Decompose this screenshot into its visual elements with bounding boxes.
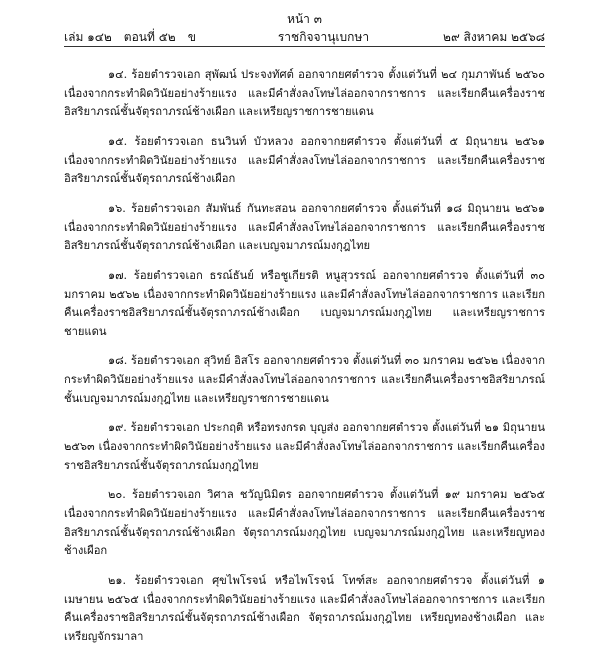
entry-item: ๒๑. ร้อยตำรวจเอก ศุขไพโรจน์ หรือไพโรจน์ โทฑ์สะ ออกจากยศตำรวจ ตั้งแต่วันที่ ๑ เมษายน ๒๕๖๕ เนื่องจากกระทำผิดวินัยอย่างร้ายแรง และมีคำสั่งลงโทษไล่ออกจากราชการ และเรียกคืนเครื่องราชอิสริยาภรณ์ชั้นจัตุรถาภรณ์ช้างเผือก จัตุรถาภรณ์มงกุฎไทย เหรียญทองช้างเผือก และเหรียญจักรมาลา: [64, 573, 545, 643]
header-left: [64, 28, 196, 47]
header-meta: [64, 28, 545, 47]
entry-item: ๑๕. ร้อยตำรวจเอก ธนวินท์ บัวหลวง ออกจากยศตำรวจ ตั้งแต่วันที่ ๕ มิถุนายน ๒๕๖๑ เนื่องจากกระทำผิดวินัยอย่างร้ายแรง และมีคำสั่งลงโทษไล่ออกจากราชการ และเรียกคืนเครื่องราชอิสริยาภรณ์ชั้นจัตุรถาภรณ์ช้างเผือก: [64, 134, 545, 186]
page-number: หน้า ๓: [287, 12, 322, 26]
section-label: ตอนที่ ๕๒: [123, 30, 176, 44]
volume-label: เล่ม ๑๔๒: [64, 30, 112, 44]
entry-item: ๒๐. ร้อยตำรวจเอก วิศาล ชวัญนิมิตร ออกจากยศตำรวจ ตั้งแต่วันที่ ๑๙ มกราคม ๒๕๖๕ เนื่องจากกระทำผิดวินัยอย่างร้ายแรง และมีคำสั่งลงโทษไล่ออกจากราชการ และเรียกคืนเครื่องราชอิสริยาภรณ์ชั้นจัตุรถาภรณ์ช้างเผือก จัตุรถาภรณ์มงกุฎไทย เบญจมาภรณ์มงกุฎไทย และเหรียญทองช้างเผือก: [64, 488, 545, 558]
entry-item: ๑๖. ร้อยตำรวจเอก สัมพันธ์ กันทะสอน ออกจากยศตำรวจ ตั้งแต่วันที่ ๑๘ มิถุนายน ๒๕๖๑ เนื่องจากกระทำผิดวินัยอย่างร้ายแรง และมีคำสั่งลงโทษไล่ออกจากราชการ และเรียกคืนเครื่องราชอิสริยาภรณ์ชั้นจัตุรถาภรณ์ช้างเผือก และเบญจมาภรณ์มงกุฎไทย: [64, 201, 545, 253]
entry-item: ๑๗. ร้อยตำรวจเอก ธรณ์ธันย์ หรือชูเกียรติ หนูสุวรรณ์ ออกจากยศตำรวจ ตั้งแต่วันที่ ๓๐ มกราคม ๒๕๖๒ เนื่องจากกระทำผิดวินัยอย่างร้ายแรง และมีคำสั่งลงโทษไล่ออกจากราชการ และเรียกคืนเครื่องราชอิสริยาภรณ์ชั้นจัตุรถาภรณ์ช้างเผือก เบญจมาภรณ์มงกุฎไทย และเหรียญราชการชายแดน: [64, 268, 545, 338]
publication-title: ราชกิจจานุเบกษา: [277, 30, 370, 44]
header-rule: [64, 46, 545, 47]
publication-date: ๒๙ สิงหาคม ๒๕๖๘: [443, 30, 545, 44]
page-header: [64, 6, 545, 52]
entry-item: ๑๔. ร้อยตำรวจเอก สุพัฒน์ ประจงทัศต์ ออกจากยศตำรวจ ตั้งแต่วันที่ ๒๔ กุมภาพันธ์ ๒๕๖๐ เนื่องจากกระทำผิดวินัยอย่างร้ายแรง และมีคำสั่งลงโทษไล่ออกจากราชการ และเรียกคืนเครื่องราชอิสริยาภรณ์ชั้นจัตุรถาภรณ์ช้างเผือก และเหรียญราชการชายแดน: [64, 68, 545, 119]
entry-item: ๑๙. ร้อยตำรวจเอก ประกฤติ หรือทรงกรด บุญส่ง ออกจากยศตำรวจ ตั้งแต่วันที่ ๒๑ มิถุนายน ๒๕๖๓ เนื่องจากกระทำผิดวินัยอย่างร้ายแรง และมีคำสั่งลงโทษไล่ออกจากราชการ และเรียกคืนเครื่องราชอิสริยาภรณ์ชั้นจัตุรถาภรณ์มงกุฎไทย: [64, 421, 545, 472]
entry-list: [64, 66, 545, 646]
entry-item: ๑๘. ร้อยตำรวจเอก สุวิทย์ อิสโร ออกจากยศตำรวจ ตั้งแต่วันที่ ๓๐ มกราคม ๒๕๖๒ เนื่องจากกระทำผิดวินัยอย่างร้ายแรง และมีคำสั่งลงโทษไล่ออกจากราชการ และเรียกคืนเครื่องราชอิสริยาภรณ์ชั้นเบญจมาภรณ์มงกุฎไทย และเหรียญราชการชายแดน: [64, 354, 545, 405]
section-type: ข: [187, 30, 196, 44]
